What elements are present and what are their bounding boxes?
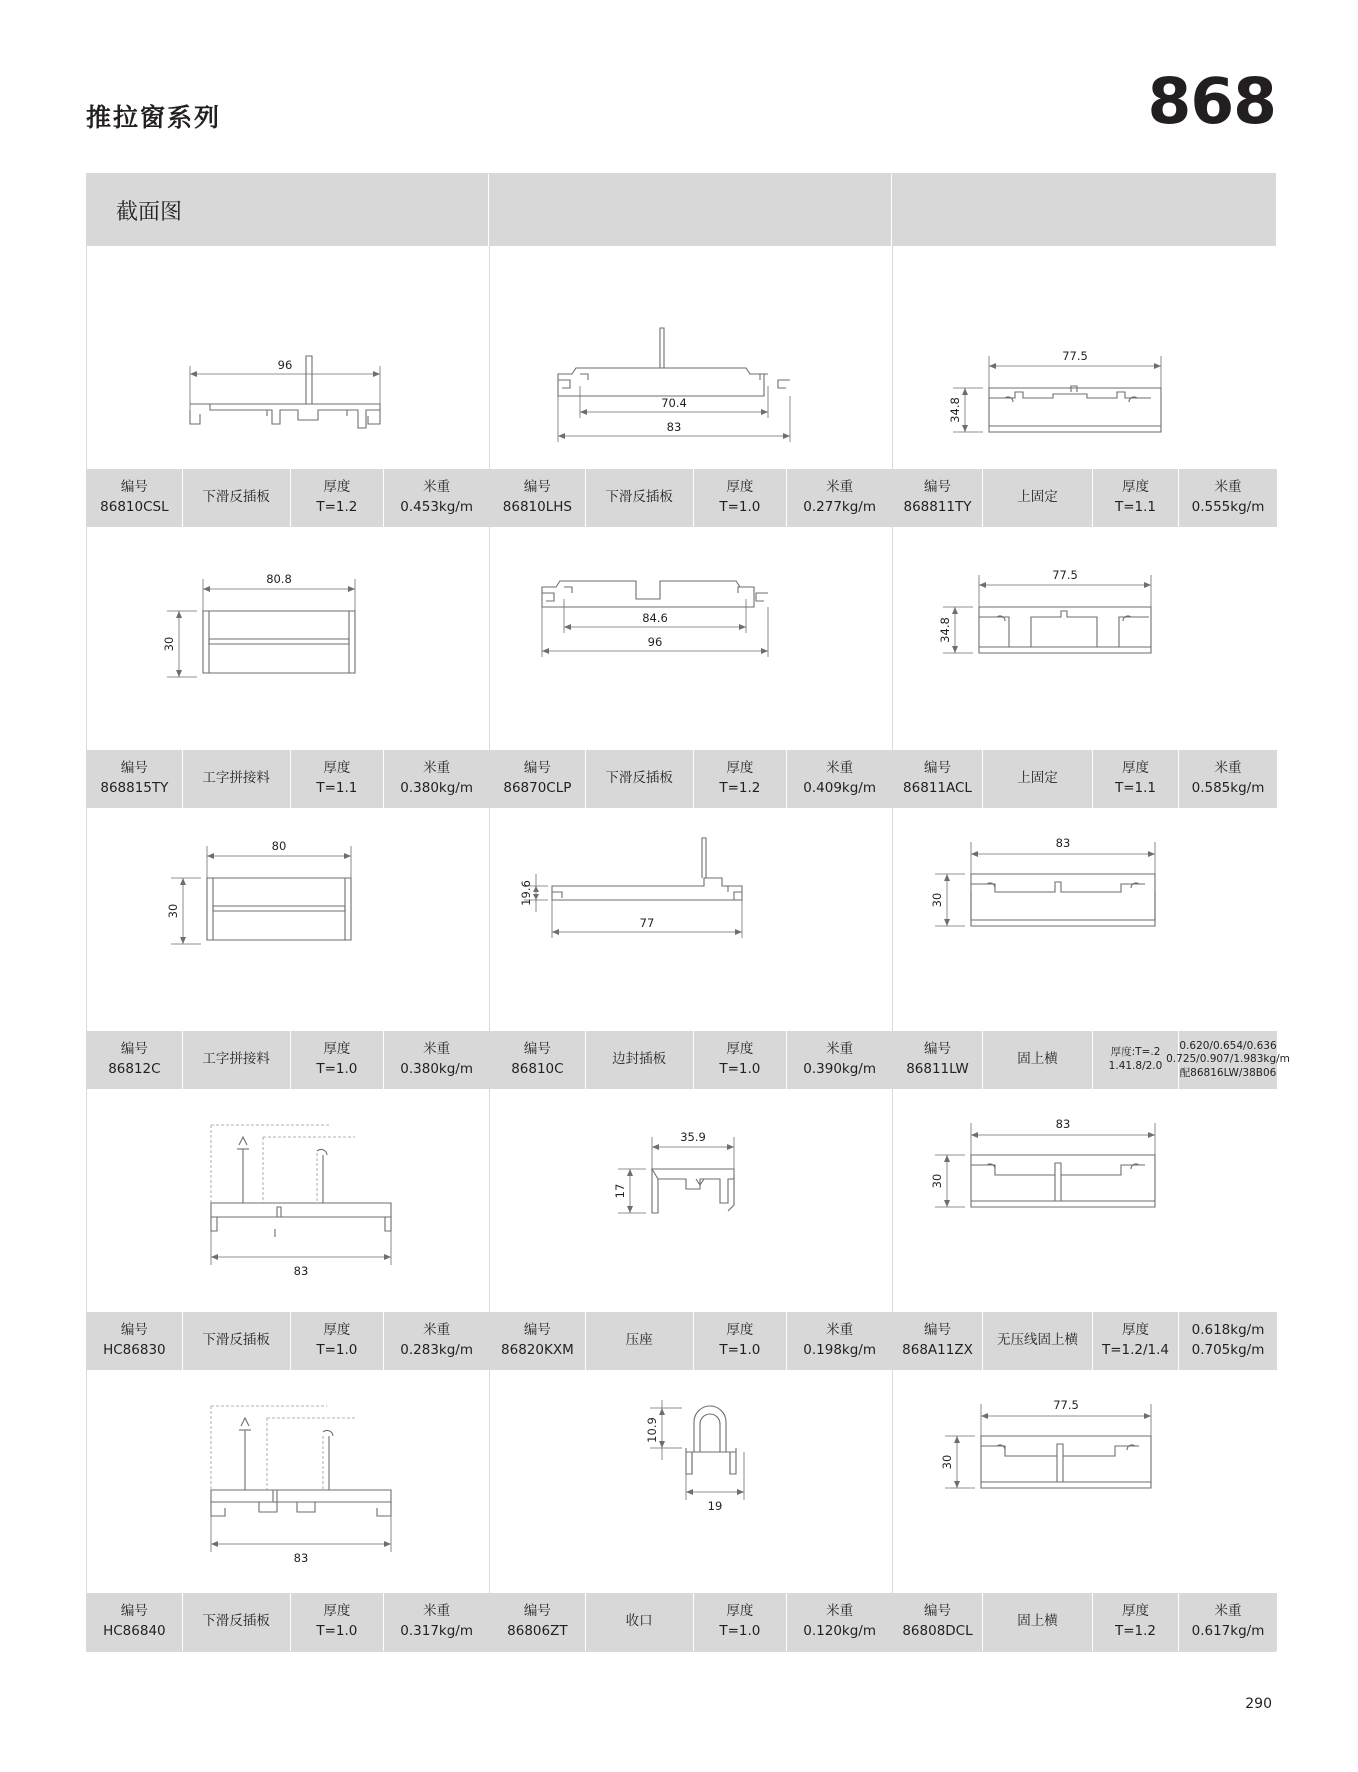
- spec-weight: [384, 469, 489, 527]
- profile-cell: [87, 1089, 490, 1370]
- spec-weight-value: 0.390kg/m: [803, 1061, 876, 1077]
- profile-cell: [490, 808, 893, 1089]
- spec-strip: [893, 1030, 1290, 1089]
- section-band-cell-2: [489, 174, 891, 246]
- spec-code: [893, 750, 983, 808]
- section-band-cell-3: [892, 174, 1275, 246]
- spec-thickness-value: T=1.0: [719, 1342, 761, 1358]
- spec-thickness-value: T=1.1: [1114, 780, 1157, 796]
- dimension-label: 84.6: [642, 611, 668, 625]
- profile-cell: [87, 1370, 490, 1651]
- spec-weight: [384, 1312, 489, 1370]
- spec-code-label: 编号: [924, 1041, 951, 1058]
- profile-cell: [893, 527, 1277, 808]
- spec-name-value: 固上横: [1017, 1051, 1058, 1068]
- dimension-label: 34.8: [948, 397, 962, 423]
- series-number: 868: [1147, 65, 1276, 138]
- spec-thickness-value: T=1.0: [719, 499, 761, 515]
- spec-strip: [87, 1311, 489, 1370]
- profile-drawing: [893, 1089, 1277, 1311]
- spec-code: [490, 1312, 586, 1370]
- dimension-label: 30: [940, 1454, 954, 1470]
- spec-thickness-label: 厚度: [1122, 479, 1149, 496]
- spec-weight-value: 0.380kg/m: [400, 780, 473, 796]
- profile-drawing: [490, 527, 892, 749]
- spec-thickness-label: 厚度: [726, 1322, 754, 1339]
- dimension-label: 77.5: [1062, 349, 1088, 363]
- spec-weight-label: 米重: [423, 1041, 451, 1058]
- spec-code-value: 86810C: [511, 1061, 564, 1077]
- profile-drawing: [490, 808, 892, 1030]
- spec-thickness: [1093, 1312, 1179, 1370]
- spec-code-value: 86820KXM: [501, 1342, 574, 1358]
- spec-code-label: 编号: [924, 760, 951, 777]
- spec-name: [983, 1593, 1093, 1651]
- spec-weight-line-2: 0.705kg/m: [1191, 1342, 1265, 1358]
- section-band-cell-1: [87, 174, 489, 246]
- spec-weight-value: 0.409kg/m: [803, 780, 876, 796]
- dimension-label: 83: [293, 1551, 309, 1565]
- spec-strip: [87, 1592, 489, 1651]
- spec-weight-label: 米重: [826, 760, 854, 777]
- spec-weight: [787, 1593, 892, 1651]
- spec-name-value: 下滑反插板: [202, 1332, 270, 1349]
- spec-thickness: [1093, 469, 1179, 527]
- spec-code-value: 86810CSL: [100, 499, 169, 515]
- spec-code-label: 编号: [120, 1322, 148, 1339]
- spec-thickness: [1093, 750, 1179, 808]
- dimension-label: 83: [666, 420, 682, 434]
- spec-strip: [893, 749, 1277, 808]
- dimension-label: 30: [930, 1173, 944, 1189]
- spec-thickness-value: T=1.2/1.4: [1101, 1342, 1170, 1358]
- profile-drawing: [893, 1370, 1277, 1592]
- profile-cell: [893, 1089, 1277, 1370]
- table-row: [87, 808, 1290, 1089]
- dimension-label: 77.5: [1053, 1398, 1079, 1412]
- spec-weight-value: 0.453kg/m: [400, 499, 473, 515]
- spec-name: [586, 1031, 694, 1089]
- spec-thickness: [291, 750, 385, 808]
- spec-code-value: 86811LW: [906, 1061, 969, 1077]
- spec-strip: [490, 1311, 892, 1370]
- spec-weight-value: 0.585kg/m: [1191, 780, 1265, 796]
- spec-name-value: 下滑反插板: [605, 770, 673, 787]
- spec-weight-label: 米重: [826, 1041, 854, 1058]
- spec-thickness-value: T=1.0: [719, 1623, 761, 1639]
- spec-name-value: 下滑反插板: [605, 489, 673, 506]
- spec-code: [87, 469, 183, 527]
- spec-code-value: 868815TY: [100, 780, 169, 796]
- spec-code: [893, 469, 983, 527]
- spec-name: [983, 750, 1093, 808]
- spec-code-label: 编号: [523, 760, 551, 777]
- spec-weight-value: 0.198kg/m: [803, 1342, 876, 1358]
- spec-weight-label: 米重: [1214, 1603, 1242, 1620]
- spec-name: [183, 1593, 291, 1651]
- spec-name: [983, 1312, 1093, 1370]
- spec-weight-value: 0.617kg/m: [1191, 1623, 1265, 1639]
- spec-weight-label: 米重: [423, 1322, 451, 1339]
- spec-thickness-value: T=1.0: [719, 1061, 761, 1077]
- spec-thickness-label: 厚度: [1122, 760, 1149, 777]
- spec-weight: [787, 1031, 892, 1089]
- spec-thickness-value: T=1.1: [1114, 499, 1157, 515]
- spec-strip: [490, 1030, 892, 1089]
- spec-weight-label: 米重: [826, 1603, 854, 1620]
- spec-thickness-value: T=1.2: [719, 780, 761, 796]
- spec-code-value: HC86830: [103, 1342, 166, 1358]
- spec-code: [87, 1312, 183, 1370]
- dimension-label: 80: [271, 839, 287, 853]
- spec-weight-value: 0.380kg/m: [400, 1061, 473, 1077]
- profile-cell: [490, 1370, 893, 1651]
- page-title: 推拉窗系列: [86, 103, 222, 132]
- spec-name-value: 下滑反插板: [202, 489, 270, 506]
- dimension-label: 83: [293, 1264, 309, 1278]
- spec-name-value: 收口: [625, 1613, 653, 1630]
- profile-drawing: [87, 808, 489, 1030]
- profile-drawing: [87, 527, 489, 749]
- spec-code-value: 86812C: [108, 1061, 161, 1077]
- dimension-label: 83: [1055, 836, 1071, 850]
- profile-drawing: [87, 1089, 489, 1311]
- spec-name: [586, 1312, 694, 1370]
- profile-drawing: [490, 246, 892, 468]
- spec-thickness: [694, 1031, 788, 1089]
- spec-code-value: 868A11ZX: [902, 1342, 973, 1358]
- spec-code-value: 86806ZT: [507, 1623, 568, 1639]
- profile-cell: [87, 246, 490, 527]
- spec-weight: [1179, 469, 1277, 527]
- spec-thickness-label: 厚度: [1122, 1322, 1149, 1339]
- spec-thickness-value: T=1.2: [1114, 1623, 1157, 1639]
- spec-thickness: [291, 1312, 385, 1370]
- spec-name-value: 工字拼接料: [202, 770, 270, 787]
- dimension-label: 30: [930, 892, 944, 908]
- spec-name-value: 边封插板: [612, 1051, 667, 1068]
- spec-name-value: 固上横: [1017, 1613, 1058, 1630]
- spec-code: [490, 1593, 586, 1651]
- spec-name: [183, 750, 291, 808]
- spec-code-label: 编号: [523, 1322, 551, 1339]
- profile-cell: [87, 527, 490, 808]
- spec-strip: [893, 1592, 1277, 1651]
- spec-weight-label: 米重: [423, 760, 451, 777]
- spec-weight-label: 米重: [423, 1603, 451, 1620]
- dimension-label: 19: [707, 1499, 723, 1513]
- spec-weight-line-3: 配86816LW/38B06: [1179, 1066, 1277, 1079]
- dimension-label: 35.9: [680, 1130, 706, 1144]
- dimension-label: 30: [162, 636, 176, 652]
- spec-thickness-value: T=1.0: [316, 1342, 358, 1358]
- page-header: [86, 65, 1276, 148]
- spec-code-label: 编号: [523, 1603, 551, 1620]
- spec-weight-value: 0.277kg/m: [803, 499, 876, 515]
- spec-thickness: [1093, 1593, 1179, 1651]
- spec-thickness-label: 厚度: [726, 479, 754, 496]
- spec-code: [490, 1031, 586, 1089]
- spec-weight-label: 米重: [1214, 479, 1242, 496]
- spec-weight: [1179, 1593, 1277, 1651]
- spec-weight: [384, 1593, 489, 1651]
- profile-cell: [87, 808, 490, 1089]
- spec-thickness: [291, 469, 385, 527]
- spec-code: [490, 469, 586, 527]
- spec-code-label: 编号: [523, 479, 551, 496]
- spec-name: [586, 750, 694, 808]
- spec-thickness-label: 厚度: [323, 1603, 351, 1620]
- spec-name: [183, 469, 291, 527]
- spec-name-value: 无压线固上横: [997, 1332, 1078, 1349]
- spec-strip: [87, 468, 489, 527]
- dimension-label: 80.8: [266, 572, 292, 586]
- spec-code-value: 86870CLP: [503, 780, 572, 796]
- spec-weight: [787, 750, 892, 808]
- profile-cell: [490, 246, 893, 527]
- dimension-label: 30: [166, 903, 180, 919]
- spec-weight: [787, 1312, 892, 1370]
- spec-thickness: [694, 469, 788, 527]
- spec-strip: [893, 468, 1277, 527]
- spec-code: [893, 1031, 983, 1089]
- spec-weight-line-1: 0.620/0.654/0.636: [1179, 1039, 1277, 1052]
- spec-weight: [1179, 750, 1277, 808]
- spec-name-value: 下滑反插板: [202, 1613, 270, 1630]
- spec-name: [183, 1031, 291, 1089]
- spec-weight: [1166, 1031, 1290, 1089]
- spec-code-label: 编号: [924, 1603, 951, 1620]
- spec-code: [87, 750, 183, 808]
- spec-weight-value: 0.120kg/m: [803, 1623, 876, 1639]
- spec-name: [586, 469, 694, 527]
- spec-thickness-label: 厚度: [726, 1603, 754, 1620]
- profile-drawing: [893, 808, 1277, 1030]
- spec-name: [983, 469, 1093, 527]
- spec-name-value: 压座: [625, 1332, 653, 1349]
- spec-thickness: [291, 1593, 385, 1651]
- spec-name: [983, 1031, 1093, 1089]
- spec-thickness-label: 厚度: [726, 760, 754, 777]
- dimension-label: 17: [613, 1183, 627, 1199]
- spec-weight-label: 米重: [826, 479, 854, 496]
- spec-name: [183, 1312, 291, 1370]
- section-band: [87, 174, 1275, 246]
- spec-code-value: HC86840: [103, 1623, 166, 1639]
- spec-strip: [87, 749, 489, 808]
- profile-cell: [893, 1370, 1277, 1651]
- spec-weight-value: 0.283kg/m: [400, 1342, 473, 1358]
- dimension-label: 83: [1055, 1117, 1071, 1131]
- spec-code: [490, 750, 586, 808]
- spec-name: [586, 1593, 694, 1651]
- profile-drawing: [87, 246, 489, 468]
- profile-drawing: [87, 1370, 489, 1592]
- spec-thickness-label: 厚度: [1122, 1603, 1149, 1620]
- spec-name-value: 上固定: [1017, 489, 1058, 506]
- spec-weight-value: 0.317kg/m: [400, 1623, 473, 1639]
- spec-code: [893, 1312, 983, 1370]
- spec-code: [87, 1031, 183, 1089]
- spec-thickness-line-1: 厚度:T=.2: [1110, 1046, 1161, 1059]
- profile-grid: [86, 173, 1290, 1652]
- spec-code-label: 编号: [924, 479, 951, 496]
- dimension-label: 34.8: [938, 617, 952, 643]
- spec-weight-label: 米重: [423, 479, 451, 496]
- dimension-label: 77.5: [1052, 568, 1078, 582]
- dimension-label: 19.6: [519, 880, 533, 906]
- section-title: 截面图: [116, 199, 183, 225]
- spec-thickness: [694, 750, 788, 808]
- dimension-label: 70.4: [661, 396, 687, 410]
- spec-code-value: 86808DCL: [902, 1623, 973, 1639]
- profile-drawing: [893, 527, 1277, 749]
- table-row: [87, 1089, 1275, 1370]
- spec-code-label: 编号: [924, 1322, 951, 1339]
- profile-drawing: [490, 1089, 892, 1311]
- spec-thickness-value: T=1.0: [316, 1061, 358, 1077]
- spec-weight-line-2: 0.725/0.907/1.983kg/m: [1166, 1053, 1290, 1066]
- spec-thickness-label: 厚度: [323, 479, 351, 496]
- spec-strip: [490, 468, 892, 527]
- spec-thickness-label: 厚度: [323, 760, 351, 777]
- spec-thickness: [291, 1031, 385, 1089]
- profile-drawing: [893, 246, 1277, 468]
- table-row: [87, 1370, 1275, 1651]
- profile-cell: [490, 527, 893, 808]
- page-number: 290: [1245, 1696, 1272, 1712]
- spec-strip: [490, 1592, 892, 1651]
- dimension-label: 96: [647, 635, 663, 649]
- spec-thickness: [694, 1593, 788, 1651]
- spec-code-value: 86811ACL: [903, 780, 972, 796]
- dimension-label: 96: [277, 358, 293, 372]
- spec-code: [893, 1593, 983, 1651]
- profile-drawing: [490, 1370, 892, 1592]
- spec-thickness: [694, 1312, 788, 1370]
- spec-code: [87, 1593, 183, 1651]
- spec-code-label: 编号: [120, 1041, 148, 1058]
- spec-weight-value: 0.555kg/m: [1191, 499, 1265, 515]
- spec-weight-line-1: 0.618kg/m: [1191, 1322, 1265, 1339]
- spec-strip: [893, 1311, 1277, 1370]
- spec-strip: [490, 749, 892, 808]
- spec-code-value: 86810LHS: [502, 499, 572, 515]
- dimension-label: 77: [639, 916, 655, 930]
- dimension-label: 10.9: [645, 1417, 659, 1443]
- spec-thickness-value: T=1.1: [316, 780, 358, 796]
- spec-thickness-value: T=1.2: [316, 499, 358, 515]
- table-row: [87, 527, 1275, 808]
- spec-code-value: 868811TY: [903, 499, 972, 515]
- spec-thickness-line-2: 1.41.8/2.0: [1108, 1060, 1163, 1072]
- spec-code-label: 编号: [120, 1603, 148, 1620]
- spec-code-label: 编号: [120, 760, 148, 777]
- spec-code-label: 编号: [523, 1041, 551, 1058]
- spec-code-label: 编号: [120, 479, 148, 496]
- spec-weight: [384, 1031, 489, 1089]
- spec-thickness-label: 厚度: [726, 1041, 754, 1058]
- profile-cell: [893, 246, 1277, 527]
- spec-name-value: 工字拼接料: [202, 1051, 270, 1068]
- spec-thickness-label: 厚度: [323, 1322, 351, 1339]
- spec-weight: [1179, 1312, 1277, 1370]
- spec-strip: [87, 1030, 489, 1089]
- profile-cell: [893, 808, 1290, 1089]
- table-row: [87, 246, 1275, 527]
- spec-weight: [384, 750, 489, 808]
- profile-cell: [490, 1089, 893, 1370]
- spec-name-value: 上固定: [1017, 770, 1058, 787]
- spec-thickness-value: T=1.0: [316, 1623, 358, 1639]
- spec-weight: [787, 469, 892, 527]
- spec-thickness-label: 厚度: [323, 1041, 351, 1058]
- spec-weight-label: 米重: [1214, 760, 1242, 777]
- spec-weight-label: 米重: [826, 1322, 854, 1339]
